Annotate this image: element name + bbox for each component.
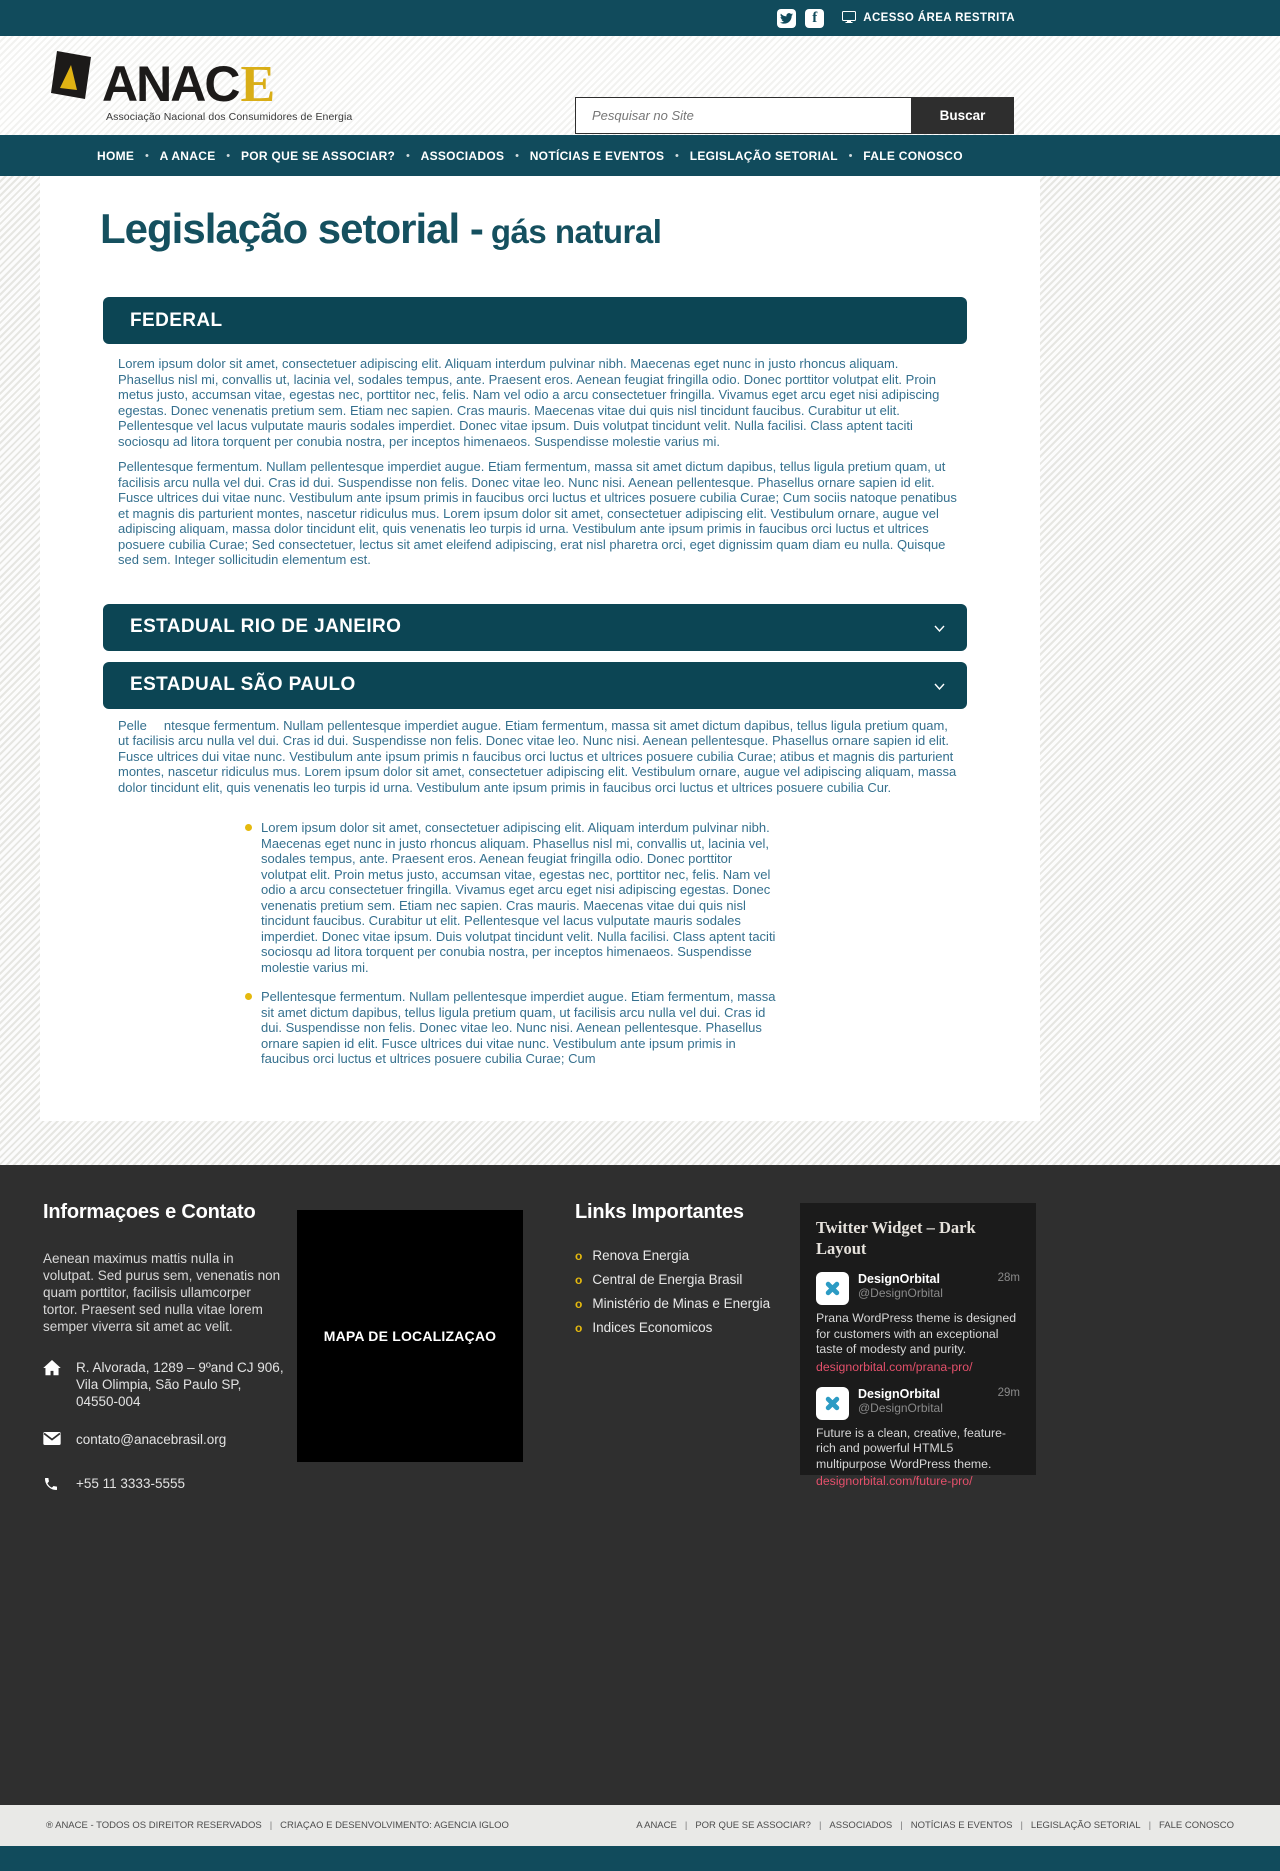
logo-text: ANAC (102, 56, 239, 112)
footer-link-ministerio-de-minas-e-energia[interactable]: o Ministério de Minas e Energia (575, 1296, 771, 1311)
nav-separator: • (405, 149, 410, 162)
section-header-federal-label: FEDERAL (130, 309, 223, 331)
footer-contact-description: Aenean maximus mattis nulla in volutpat. Sed purus sem, venenatis non quam porttitor, facilisis ullamcorper tortor. Praesent sed nulla vitae lorem semper viverra sit amet ac velit. (43, 1251, 281, 1334)
location-map-label: MAPA DE LOCALIZAÇAO (323, 1328, 497, 1344)
twitter-widget-title: Twitter Widget – Dark Layout (816, 1218, 976, 1258)
bottom-link-por-que-se-associar[interactable]: POR QUE SE ASSOCIAR? (695, 1820, 811, 1831)
nav-item-home[interactable]: HOME (97, 148, 135, 163)
bottom-link-fale-conosco[interactable]: FALE CONOSCO (1159, 1820, 1234, 1831)
link-marker: o (575, 1249, 583, 1263)
restricted-area-link[interactable] (842, 11, 1015, 26)
search-button[interactable]: Buscar (911, 97, 1014, 134)
tweet-link[interactable]: designorbital.com/future-pro/ (816, 1474, 973, 1489)
bottom-link-noticias-e-eventos[interactable]: NOTÍCIAS E EVENTOS (910, 1820, 1013, 1831)
logo-mark-icon (48, 46, 100, 107)
nav-item-por-que-se-associar[interactable]: POR QUE SE ASSOCIAR? (240, 148, 396, 163)
tweet-time: 28m (997, 1272, 1020, 1285)
avatar (816, 1272, 849, 1305)
logo[interactable] (48, 49, 352, 123)
tweet (816, 1387, 1020, 1489)
monitor-icon (842, 11, 856, 26)
nav-item-associados[interactable]: ASSOCIADOS (420, 148, 505, 163)
link-marker: o (575, 1321, 583, 1335)
tweet-time: 29m (997, 1386, 1020, 1399)
location-map[interactable] (297, 1210, 523, 1462)
nav-item-fale-conosco[interactable]: FALE CONOSCO (863, 148, 963, 163)
footer-link-central-de-energia-brasil[interactable]: o Central de Energia Brasil (575, 1272, 743, 1287)
footer-link-renova-energia[interactable]: o Renova Energia (575, 1248, 690, 1263)
nav-item-a-anace[interactable]: A ANACE (159, 148, 216, 163)
facebook-icon[interactable]: f (805, 9, 824, 28)
accordion-rj-label: ESTADUAL RIO DE JANEIRO (130, 616, 402, 637)
footer-address: R. Alvorada, 1289 – 9ºand CJ 906, Vila Olimpia, São Paulo SP, 04550-004 (43, 1359, 285, 1410)
twitter-widget (800, 1203, 1036, 1489)
page-title-main: Legislação setorial - (100, 205, 483, 252)
federal-paragraph-1: Lorem ipsum dolor sit amet, consectetuer adipiscing elit. Aliquam interdum pulvinar nibh. Maecenas eget nunc in justo rhoncus aliquam. Phasellus nisl mi, convallis ut, lacinia vel, sodales tempus, ante. Praesent eros. Aenean feugiat fringilla odio. Donec porttitor volutpat elit. Proin metus justo, accumsan vitae, egestas nec, porttitor nec, felis. Nam vel odio a arcu consectetuer fringilla. Vivamus eget arcu eget nisi adipiscing egestas. Donec venenatis pretium sem. Etiam nec sapien. Cras mauris. Maecenas vitae dui quis nisl tincidunt faucibus. Curabitur ut elit. Pellentesque vel lacus vulputate mauris sodales imperdiet. Donec vitae ipsum. Duis volutpat tincidunt velit. Nulla facilisi. Class aptent taciti sociosqu ad litora torquent per conubia nostra, per inceptos himenaeos. Suspendisse molestie varius mi. (118, 356, 940, 449)
nav-separator: • (848, 149, 853, 162)
content-card (40, 176, 1040, 1121)
nav-separator: • (226, 149, 231, 162)
logo-accent: E (240, 55, 276, 113)
footer-contact-title: Informaçoes e Contato (43, 1201, 256, 1223)
bottom-strip (0, 1846, 1280, 1871)
topbar (0, 0, 1280, 36)
search-input[interactable] (575, 97, 911, 134)
footer-phone[interactable]: +55 11 3333-5555 (43, 1475, 285, 1496)
link-marker: o (575, 1273, 583, 1287)
envelope-icon (43, 1431, 63, 1449)
bottom-link-associados[interactable]: ASSOCIADOS (829, 1820, 893, 1831)
logo-tagline: Associação Nacional dos Consumidores de Energia (106, 111, 353, 123)
main-area (0, 176, 1280, 1165)
footer-links (575, 1201, 785, 1344)
footer-contact (43, 1201, 285, 1496)
nav-item-legislacao-setorial[interactable]: LEGISLAÇÃO SETORIAL (689, 148, 838, 163)
tweet-link[interactable]: designorbital.com/prana-pro/ (816, 1359, 973, 1374)
list-item: Lorem ipsum dolor sit amet, consectetuer adipiscing elit. Aliquam interdum pulvinar nibh. Maecenas eget nunc in justo rhoncus aliquam. Phasellus nisl mi, convallis ut, lacinia vel, sodales tempus, ante. Praesent eros. Aenean feugiat fringilla odio. Donec porttitor volutpat elit. Proin metus justo, accumsan vitae, egestas nec, porttitor nec, felis. Nam vel odio a arcu consectetuer fringilla. Vivamus eget arcu eget nisi adipiscing egestas. Donec venenatis pretium sem. Etiam nec sapien. Cras mauris. Maecenas vitae dui quis nisl tincidunt faucibus. Curabitur ut elit. Pellentesque vel lacus vulputate mauris sodales imperdiet. Donec vitae ipsum. Duis volutpat tincidunt velit. Nulla facilisi. Class aptent taciti sociosqu ad litora torquent per conubia nostra, per inceptos himenaeos. Suspendisse molestie varius mi. (245, 820, 780, 975)
federal-paragraph-2: Pellentesque fermentum. Nullam pellentesque imperdiet augue. Etiam fermentum, massa sit amet dictum dapibus, tellus ligula pretium quam, ut facilisis arcu nulla vel dui. Cras id dui. Suspendisse non felis. Donec vitae leo. Nunc nisi. Aenean pellentesque. Phasellus ornare sapien id elit. Fusce ultrices dui vitae nunc. Vestibulum ante ipsum primis in faucibus orci luctus et ultrices posuere cubilia Curae; Cum sociis natoque penatibus et magnis dis parturient montes, nascetur ridiculus mus. Lorem ipsum dolor sit amet, consectetuer adipiscing elit. Vestibulum ornare, augue vel adipiscing aliquam, massa dolor tincidunt elit, quis venenatis leo turpis id urna. Vestibulum ante ipsum primis in faucibus orci luctus et ultrices posuere cubilia Curae; Sed consectetuer, lectus sit amet eleifend adipiscing, erat nisl pharetra orci, eget dignissim quam diam eu nulla. Quisque sed sem. Integer sollicitudin elementum est. (118, 459, 957, 567)
footer-link-indices-economicos[interactable]: o Indices Economicos (575, 1320, 713, 1335)
main-nav (0, 135, 1280, 176)
bottom-link-a-anace[interactable]: A ANACE (636, 1820, 677, 1831)
link-marker: o (575, 1297, 583, 1311)
list-item: Pellentesque fermentum. Nullam pellentesque imperdiet augue. Etiam fermentum, massa sit amet dictum dapibus, tellus ligula pretium quam, ut facilisis arcu nulla vel dui. Cras id dui. Suspendisse non felis. Donec vitae leo. Nunc nisi. Aenean pellentesque. Phasellus ornare sapien id elit. Fusce ultrices dui vitae nunc. Vestibulum ante ipsum primis in faucibus orci luctus et ultrices posuere cubilia Curae; Cum (245, 989, 780, 1067)
site-search (575, 97, 1014, 134)
bullet-list (245, 820, 780, 1067)
tweet-text: Future is a clean, creative, feature-rich and powerful HTML5 multipurpose WordPress theme. (816, 1425, 1007, 1471)
nav-separator: • (675, 149, 679, 162)
credits-text: CRIAÇAO E DESENVOLVIMENTO: AGENCIA IGLOO (280, 1820, 509, 1831)
tweet (816, 1272, 1020, 1374)
restricted-area-label: ACESSO ÁREA RESTRITA (863, 12, 1015, 24)
nav-item-noticias-e-eventos[interactable]: NOTÍCIAS E EVENTOS (529, 148, 665, 163)
phone-icon (43, 1475, 63, 1496)
tweet-author[interactable]: DesignOrbital (858, 1272, 940, 1287)
footer-links-title: Links Importantes (575, 1201, 744, 1223)
tweet-text: Prana WordPress theme is designed for customers with an exceptional taste of modesty and purity. (816, 1311, 1017, 1357)
header (0, 36, 1280, 135)
page-title-sub: gás natural (490, 213, 662, 250)
accordion-estadual-rio-de-janeiro[interactable] (103, 604, 967, 651)
tweet-handle[interactable]: @DesignOrbital (858, 1400, 943, 1415)
accordion-estadual-sao-paulo[interactable] (103, 662, 967, 709)
tweet-author[interactable]: DesignOrbital (858, 1386, 940, 1401)
home-icon (43, 1359, 63, 1380)
sao-paulo-paragraph: Pelle ntesque fermentum. Nullam pellentesque imperdiet augue. Etiam fermentum, massa sit amet dictum dapibus, tellus ligula pretium quam, ut facilisis arcu nulla vel dui. Cras id dui. Suspendisse non felis. Donec vitae leo. Nunc nisi. Aenean pellentesque. Phasellus ornare sapien id elit. Fusce ultrices dui vitae nunc. Vestibulum ante ipsum primis n faucibus orci luctus et ultrices posuere cubilia Curae; atibus et magnis dis parturient montes, nascetur ridiculus mus. Lorem ipsum dolor sit amet, consectetuer adipiscing elit. Vestibulum ornare, augue vel adipiscing aliquam, massa dolor tincidunt elit, quis venenatis leo turpis id urna. Vestibulum ante ipsum primis in faucibus orci luctus et ultrices posuere cubilia Cur. (118, 717, 957, 795)
accordion-sp-label: ESTADUAL SÃO PAULO (130, 674, 356, 695)
bottom-link-legislacao-setorial[interactable]: LEGISLAÇÃO SETORIAL (1030, 1820, 1141, 1831)
avatar (816, 1387, 849, 1420)
nav-separator: • (144, 149, 149, 162)
section-header-federal[interactable] (103, 297, 967, 344)
nav-separator: • (515, 149, 519, 162)
copyright-text: ® ANACE - TODOS OS DIREITOR RESERVADOS (46, 1820, 262, 1831)
chevron-down-icon (934, 674, 945, 696)
tweet-handle[interactable]: @DesignOrbital (858, 1286, 943, 1301)
bottom-bar: ® ANACE - TODOS OS DIREITOR RESERVADOS | CRIAÇAO E DESENVOLVIMENTO: AGENCIA IGLOO A ANACE | POR QUE SE ASSOCIAR? | ASSOCIADOS | NOTÍCIAS E EVENTOS | LEGISLAÇÃO SETORIAL | FALE CONOSCO (0, 1805, 1280, 1846)
page-title (100, 205, 1040, 253)
footer (0, 1165, 1280, 1805)
footer-email[interactable]: contato@anacebrasil.org (43, 1431, 285, 1449)
chevron-down-icon (934, 616, 945, 638)
twitter-icon[interactable] (777, 9, 796, 28)
